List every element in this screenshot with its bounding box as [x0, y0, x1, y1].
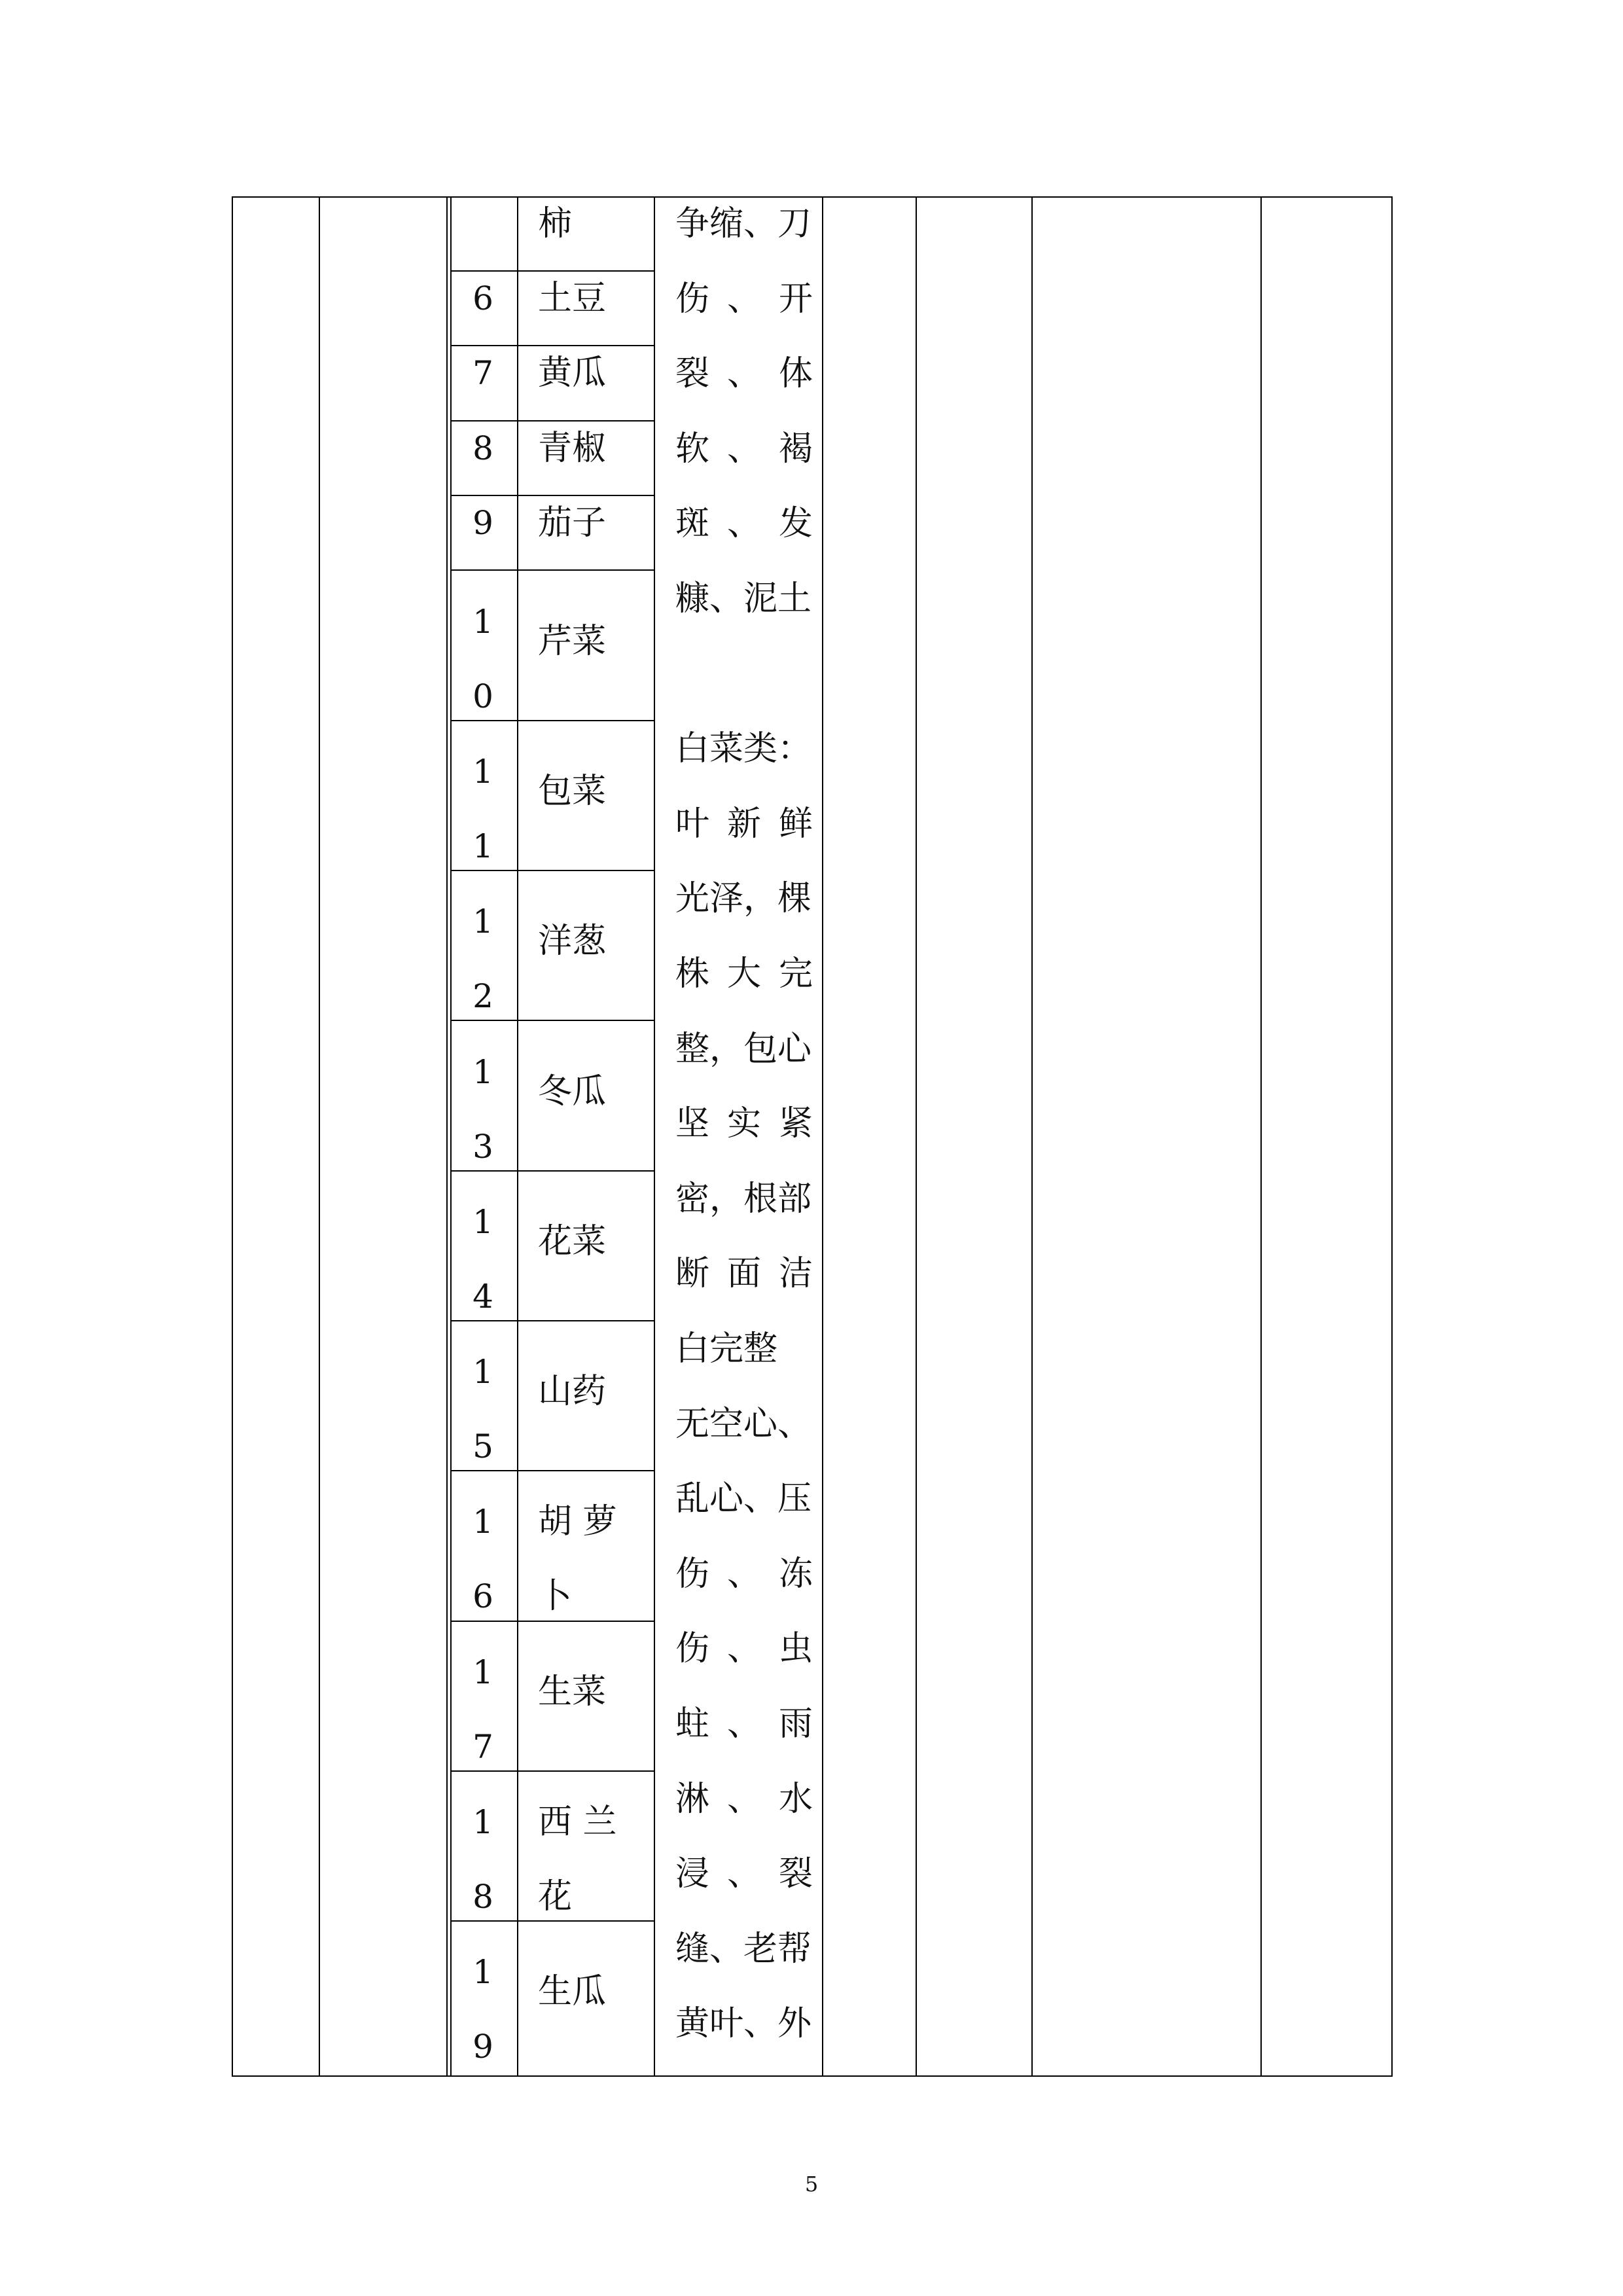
description-line: 株 大 完 [675, 954, 813, 994]
vegetable-name: 生瓜 [538, 1972, 607, 2011]
page-number: 5 [804, 2172, 819, 2197]
vegetable-name: 土豆 [538, 279, 607, 318]
description-line: 淋 、 水 [675, 1779, 813, 1819]
description-line: 软 、 褐 [675, 429, 813, 469]
column-divider [446, 196, 448, 2077]
row-divider [450, 345, 655, 346]
description-line: 蛀 、 雨 [675, 1704, 813, 1744]
row-number: 8 [473, 429, 493, 467]
description-line: 斑 、 发 [675, 504, 813, 544]
row-divider [450, 569, 655, 571]
description-line: 坚 实 紧 [675, 1104, 813, 1144]
description-line: 伤 、 开 [675, 279, 813, 319]
description-line: 白菜类： [675, 729, 812, 769]
description-line: 断 面 洁 [675, 1254, 813, 1294]
description-line: 黄叶、外 [675, 2004, 812, 2044]
column-divider [916, 196, 917, 2077]
table-bottom-border [232, 2075, 1393, 2077]
description-line: 糠、泥土 [675, 579, 812, 619]
vegetable-name: 西 兰 花 [538, 1803, 617, 1916]
table-right-border [1391, 196, 1393, 2077]
column-divider [450, 196, 452, 2077]
row-number: 1 9 [473, 1953, 493, 2066]
column-divider [1031, 196, 1033, 2077]
vegetable-name: 冬瓜 [538, 1072, 607, 1111]
row-number: 6 [473, 279, 493, 317]
row-number: 1 8 [473, 1803, 493, 1916]
row-number: 1 6 [473, 1503, 493, 1615]
row-number: 9 [473, 504, 493, 542]
vegetable-name: 生菜 [538, 1672, 607, 1712]
description-line: 裂 、 体 [675, 354, 813, 394]
vegetable-name: 胡 萝 卜 [538, 1502, 617, 1616]
vegetable-name: 洋葱 [538, 922, 607, 961]
row-number: 1 4 [473, 1203, 493, 1316]
column-divider [822, 196, 823, 2077]
description-line: 乱心、压 [675, 1479, 812, 1519]
description-line: 密，根部 [675, 1179, 812, 1219]
description-line: 伤 、 虫 [675, 1629, 813, 1669]
description-line: 浸 、 裂 [675, 1854, 813, 1894]
column-divider [1260, 196, 1262, 2077]
vegetable-name: 青椒 [538, 429, 607, 468]
vegetable-name: 芹菜 [538, 622, 607, 661]
row-number: 1 2 [473, 903, 493, 1015]
description-line: 白完整 [675, 1329, 778, 1369]
row-divider [450, 495, 655, 496]
column-divider [654, 196, 655, 2077]
vegetable-name: 黄瓜 [538, 353, 607, 393]
row-number: 1 3 [473, 1053, 493, 1166]
description-line: 争缩、刀 [675, 204, 812, 243]
description-line: 缝、老帮 [675, 1929, 812, 1969]
vegetable-name: 花菜 [538, 1222, 607, 1261]
row-number: 1 5 [473, 1353, 493, 1465]
row-divider [450, 420, 655, 422]
vegetable-name: 包菜 [538, 772, 607, 811]
description-line: 整，包心 [675, 1029, 812, 1069]
table-left-border [232, 196, 233, 2077]
row-number: 1 1 [473, 753, 493, 865]
description-line: 伤 、 冻 [675, 1554, 813, 1594]
row-number: 1 0 [473, 603, 493, 715]
column-divider [319, 196, 320, 2077]
description-line: 光泽，棵 [675, 879, 812, 919]
vegetable-name: 茄子 [538, 503, 607, 543]
table-top-border [232, 196, 1393, 198]
vegetable-name: 柿 [538, 204, 573, 243]
row-number: 7 [473, 354, 493, 392]
column-divider [517, 196, 518, 2077]
description-line: 无空心、 [675, 1404, 812, 1444]
row-divider [450, 270, 655, 272]
description-line: 叶 新 鲜 [675, 804, 813, 844]
row-number: 1 7 [473, 1653, 493, 1766]
vegetable-name: 山药 [538, 1372, 607, 1411]
